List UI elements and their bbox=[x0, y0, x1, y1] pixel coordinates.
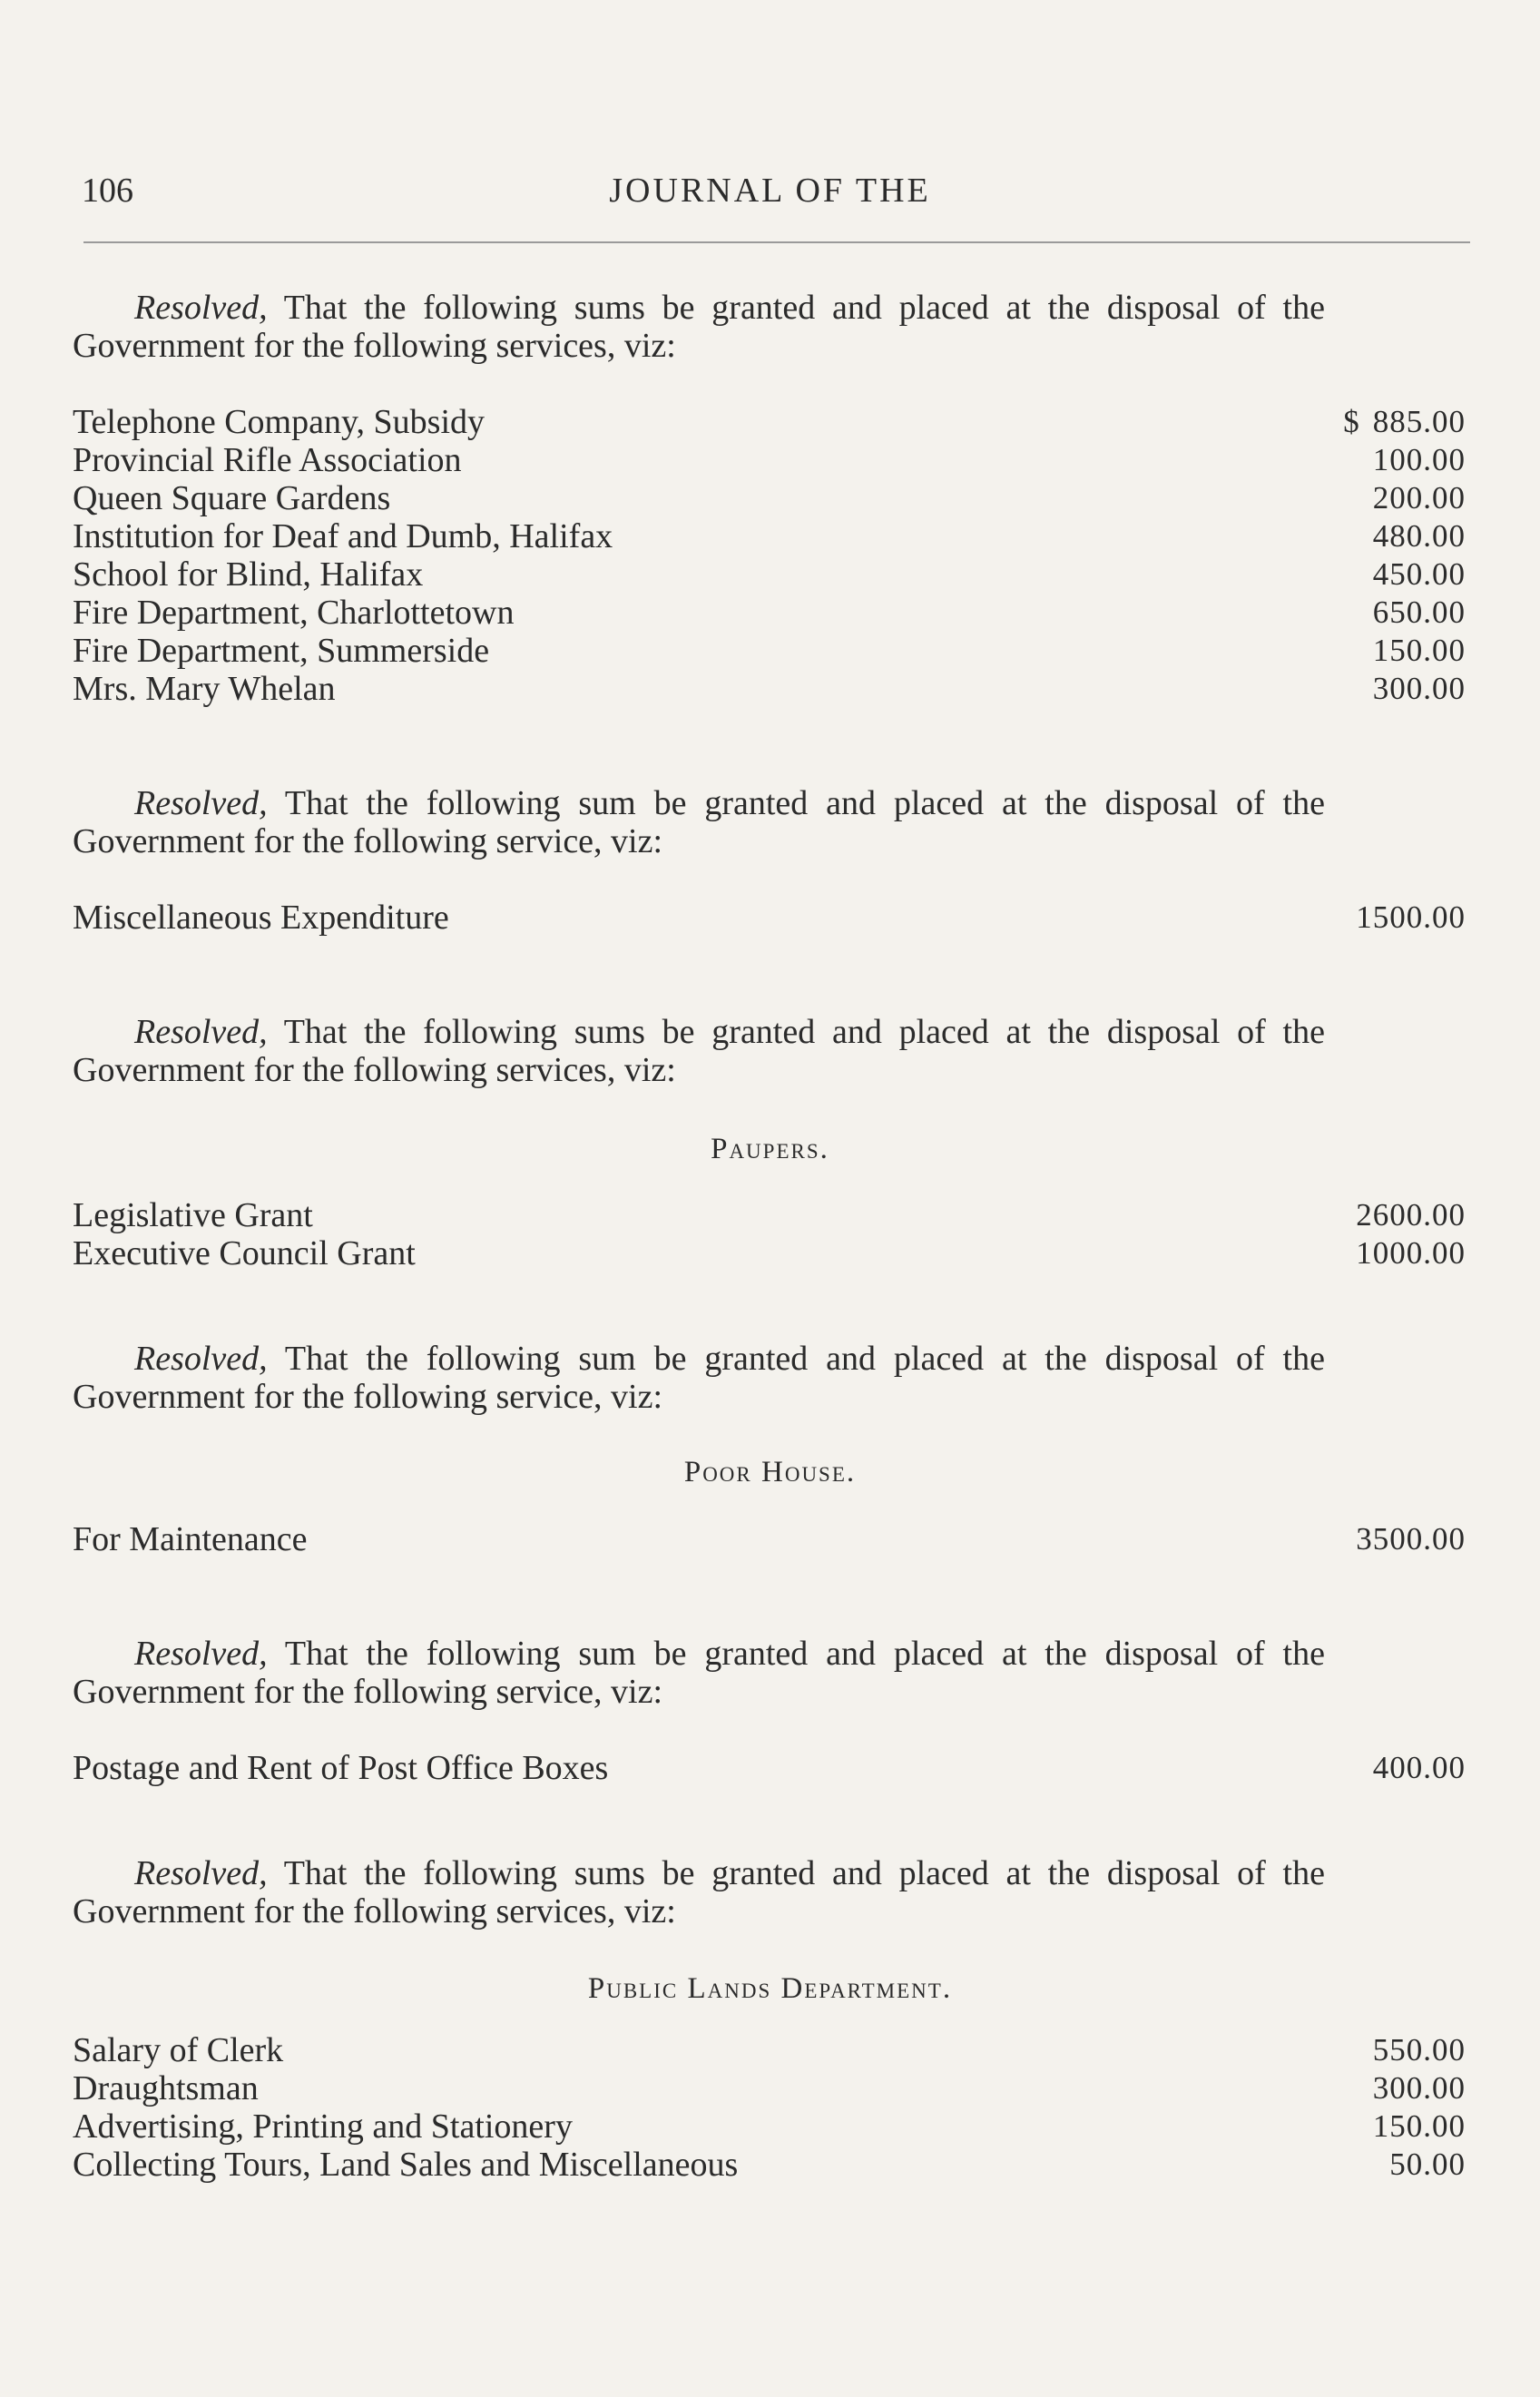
resolved-label: Resolved, bbox=[134, 1013, 268, 1051]
appropriation-list bbox=[73, 2031, 1466, 2184]
resolved-label: Resolved, bbox=[134, 1635, 268, 1673]
list-item: Salary of Clerk 550.00 bbox=[73, 2031, 1466, 2069]
section-heading: Public Lands Department. bbox=[587, 1972, 953, 2005]
resolution-text: Resolved, That the following sums be granted and placed at the disposal of the Government for the following services, viz: bbox=[73, 1013, 1325, 1089]
list-item: Legislative Grant 2600.00 bbox=[73, 1196, 1466, 1234]
section-heading: Paupers. bbox=[711, 1133, 829, 1165]
list-item: Queen Square Gardens 200.00 bbox=[73, 479, 1466, 517]
list-item: Postage and Rent of Post Office Boxes 400.00 bbox=[73, 1749, 1466, 1787]
list-item: Fire Department, Charlottetown 650.00 bbox=[73, 594, 1466, 632]
list-item: Executive Council Grant 1000.00 bbox=[73, 1234, 1466, 1272]
dollar-sign: $ bbox=[1343, 404, 1360, 439]
list-item: Telephone Company, Subsidy $ 885.00 bbox=[73, 403, 1466, 441]
list-item: Draughtsman 300.00 bbox=[73, 2069, 1466, 2107]
header-rule bbox=[83, 241, 1470, 243]
list-item: Collecting Tours, Land Sales and Miscellaneous 50.00 bbox=[73, 2146, 1466, 2184]
list-item: Provincial Rifle Association 100.00 bbox=[73, 441, 1466, 479]
list-item: For Maintenance 3500.00 bbox=[73, 1520, 1466, 1558]
resolved-label: Resolved, bbox=[134, 1340, 268, 1378]
list-item: Institution for Deaf and Dumb, Halifax 480.00 bbox=[73, 517, 1466, 555]
list-item: Miscellaneous Expenditure 1500.00 bbox=[73, 899, 1466, 937]
page-header bbox=[0, 171, 1540, 216]
appropriation-list bbox=[73, 403, 1466, 708]
running-title: JOURNAL OF THE bbox=[609, 172, 931, 210]
appropriation-list bbox=[73, 1749, 1466, 1787]
resolution-text: Resolved, That the following sum be granted and placed at the disposal of the Government for the following service, viz: bbox=[73, 784, 1325, 860]
resolved-label: Resolved, bbox=[134, 1854, 268, 1892]
page-number: 106 bbox=[82, 172, 133, 210]
appropriation-list bbox=[73, 1520, 1466, 1558]
resolution-text: Resolved, That the following sums be granted and placed at the disposal of the Government for the following services, viz: bbox=[73, 1854, 1325, 1930]
appropriation-list bbox=[73, 899, 1466, 937]
resolution-text: Resolved, That the following sum be granted and placed at the disposal of the Government for the following service, viz: bbox=[73, 1635, 1325, 1711]
resolved-label: Resolved, bbox=[134, 289, 268, 327]
resolution-text: Resolved, That the following sum be granted and placed at the disposal of the Government for the following service, viz: bbox=[73, 1340, 1325, 1416]
appropriation-list bbox=[73, 1196, 1466, 1272]
list-item: Advertising, Printing and Stationery 150.00 bbox=[73, 2107, 1466, 2146]
section-heading: Poor House. bbox=[683, 1456, 857, 1488]
resolved-label: Resolved, bbox=[134, 784, 268, 822]
list-item: School for Blind, Halifax 450.00 bbox=[73, 555, 1466, 594]
resolution-text: Resolved, That the following sums be granted and placed at the disposal of the Government for the following services, viz: bbox=[73, 289, 1325, 365]
list-item: Fire Department, Summerside 150.00 bbox=[73, 632, 1466, 670]
list-item: Mrs. Mary Whelan 300.00 bbox=[73, 670, 1466, 708]
